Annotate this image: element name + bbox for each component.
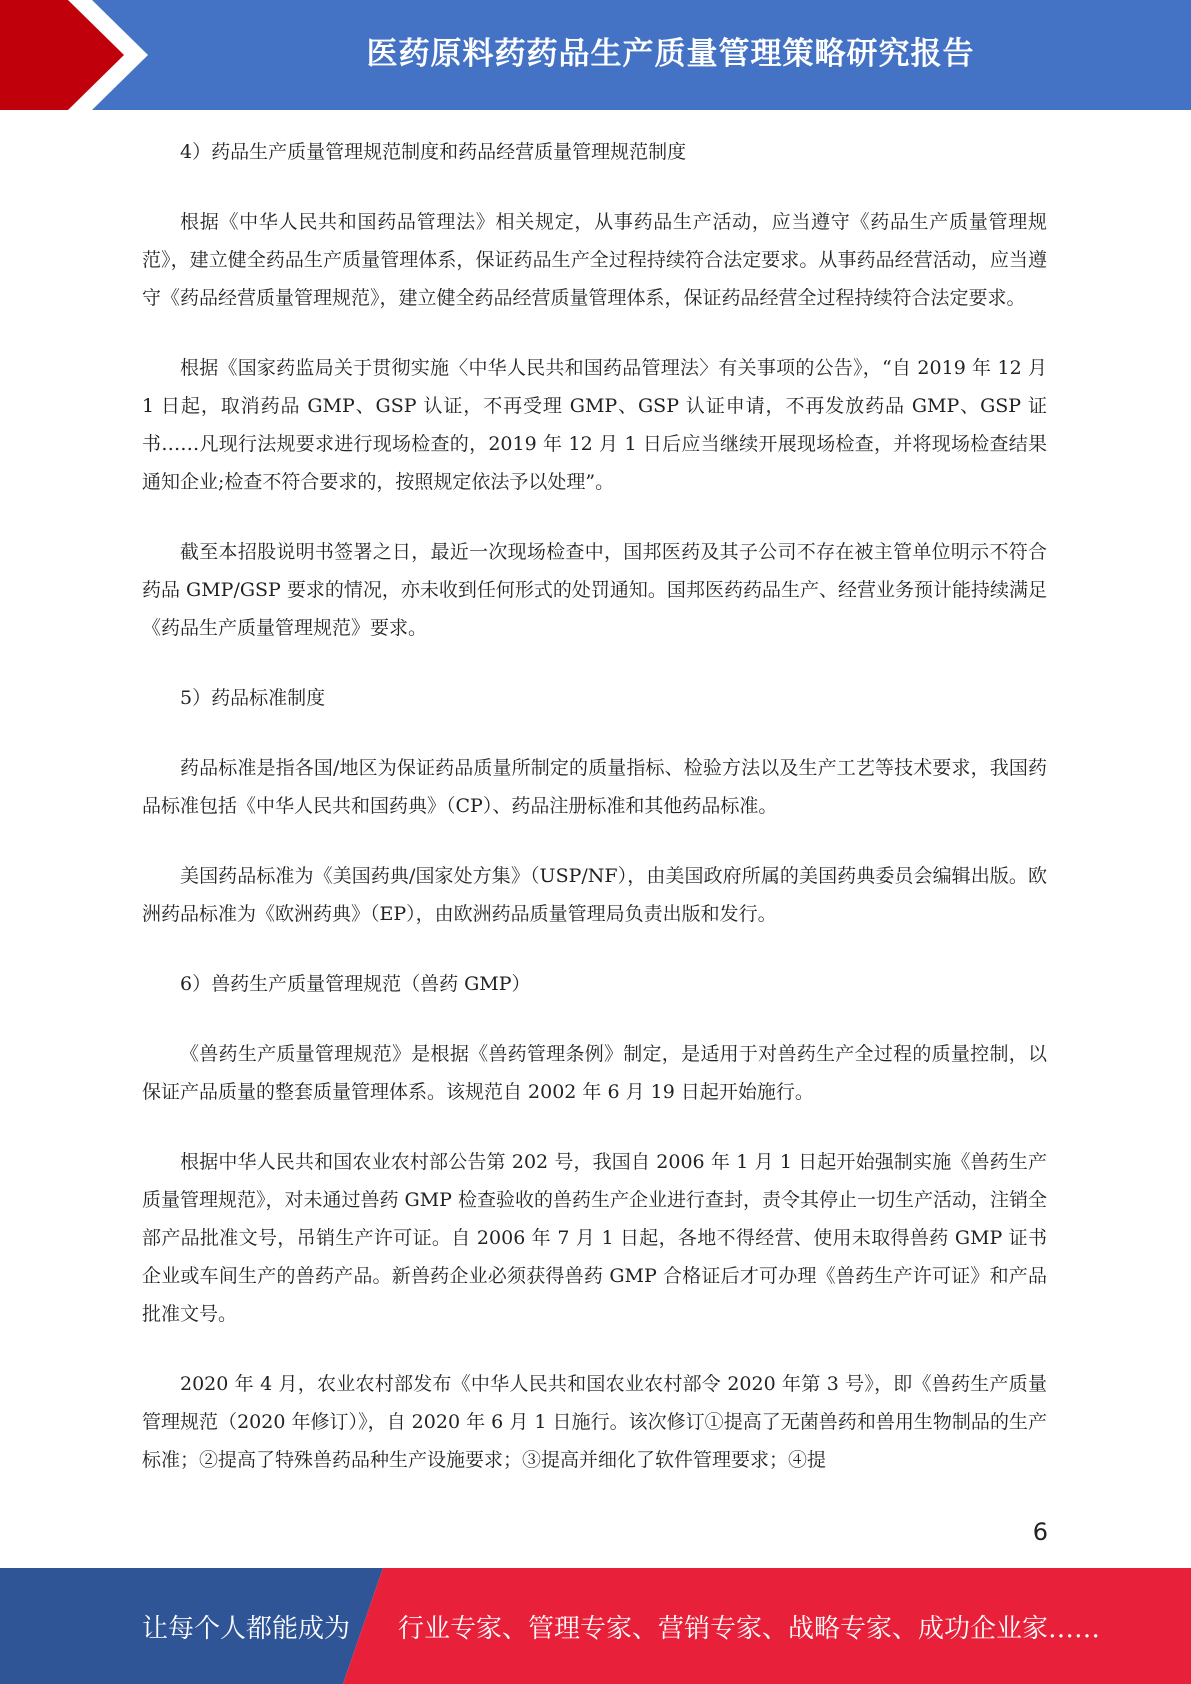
paragraph: 根据中华人民共和国农业农村部公告第 202 号，我国自 2006 年 1 月 1 日起开始强制实施《兽药生产质量管理规范》，对未通过兽药 GMP 检查验收的兽药生产企业进行查封，责令其停止一切生产活动，注销全部产品批准文号，吊销生产许可证。自 2006 年 7 月 1 日起，各地不得经营、使用未取得兽药 GMP 证书企业或车间生产的兽药产品。新兽药企业必须获得兽药 GMP 合格证后才可办理《兽药生产许可证》和产品批准文号。 (142, 1151, 1047, 1325)
paragraph: 截至本招股说明书签署之日，最近一次现场检查中，国邦医药及其子公司不存在被主管单位明示不符合药品 GMP/GSP 要求的情况，亦未收到任何形式的处罚通知。国邦医药药品生产、经营业务预计能持续满足《药品生产质量管理规范》要求。 (142, 541, 1047, 639)
footer-slogan-left: 让每个人都能成为 (142, 1613, 351, 1644)
paragraph: 美国药品标准为《美国药典/国家处方集》（USP/NF），由美国政府所属的美国药典委员会编辑出版。欧洲药品标准为《欧洲药典》（EP），由欧洲药品质量管理局负责出版和发行。 (142, 865, 1047, 925)
paragraph: 根据《国家药监局关于贯彻实施〈中华人民共和国药品管理法〉有关事项的公告》，“自 2019 年 12 月 1 日起，取消药品 GMP、GSP 认证，不再受理 GMP、GSP 认证申请，不再发放药品 GMP、GSP 证书……凡现行法规要求进行现场检查的，2019 年 12 月 1 日后应当继续开展现场检查，并将现场检查结果通知企业;检查不符合要求的，按照规定依法予以处理”。 (142, 357, 1047, 493)
paragraph: 药品标准是指各国/地区为保证药品质量所制定的质量指标、检验方法以及生产工艺等技术要求，我国药品标准包括《中华人民共和国药典》（CP）、药品注册标准和其他药品标准。 (142, 757, 1047, 817)
section-heading-6: 6）兽药生产质量管理规范（兽药 GMP） (180, 973, 531, 995)
document-body (142, 133, 1047, 1511)
section-heading-5: 5）药品标准制度 (180, 687, 326, 709)
page-number: 6 (1032, 1518, 1048, 1546)
page-header (0, 0, 1191, 110)
footer-slogan-right: 行业专家、管理专家、营销专家、战略专家、成功企业家…… (398, 1613, 1101, 1644)
paragraph: 根据《中华人民共和国药品管理法》相关规定，从事药品生产活动，应当遵守《药品生产质量管理规范》，建立健全药品生产质量管理体系，保证药品生产全过程持续符合法定要求。从事药品经营活动，应当遵守《药品经营质量管理规范》，建立健全药品经营质量管理体系，保证药品经营全过程持续符合法定要求。 (142, 211, 1047, 309)
paragraph: 《兽药生产质量管理规范》是根据《兽药管理条例》制定，是适用于对兽药生产全过程的质量控制，以保证产品质量的整套质量管理体系。该规范自 2002 年 6 月 19 日起开始施行。 (142, 1043, 1047, 1103)
header-arrow-decoration (0, 0, 150, 110)
paragraph: 2020 年 4 月，农业农村部发布《中华人民共和国农业农村部令 2020 年第 3 号》，即《兽药生产质量管理规范（2020 年修订）》，自 2020 年 6 月 1 日施行。该次修订①提高了无菌兽药和兽用生物制品的生产标准；②提高了特殊兽药品种生产设施要求；③提高并细化了软件管理要求；④提 (142, 1373, 1047, 1471)
section-heading-4: 4）药品生产质量管理规范制度和药品经营质量管理规范制度 (180, 141, 687, 163)
report-title: 医药原料药药品生产质量管理策略研究报告 (366, 35, 975, 72)
